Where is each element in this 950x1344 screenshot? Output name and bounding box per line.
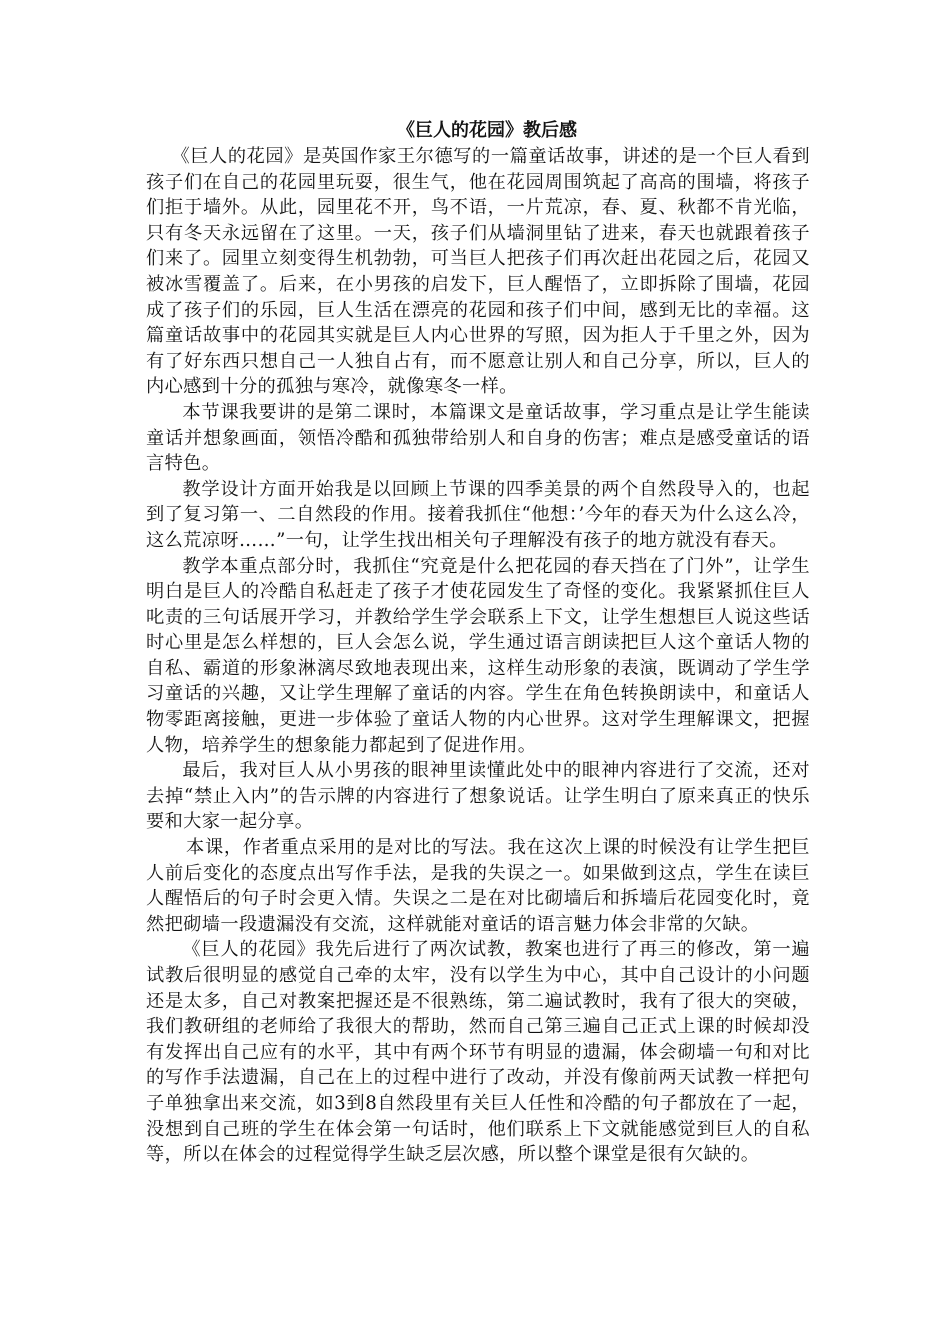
paragraph-lesson-goals: 本节课我要讲的是第二课时，本篇课文是童话故事，学习重点是让学生能读童话并想象画面，领悟冷酷和孤独带给别人和自身的伤害；难点是感受童话的语言特色。 — [146, 401, 810, 475]
document-page — [146, 118, 810, 1168]
paragraph-contrast-method: 本课，作者重点采用的是对比的写法。我在这次上课的时候没有让学生把巨人前后变化的态度点出写作手法，是我的失误之一。如果做到这点，学生在读巨人醒悟后的句子时会更入情。失误之二是在对比砌墙后和拆墙后花园变化时，竟然把砌墙一段遗漏没有交流，这样就能对童话的语言魅力体会非常的欠缺。 — [146, 837, 810, 935]
paragraph-summary: 《巨人的花园》是英国作家王尔德写的一篇童话故事，讲述的是一个巨人看到孩子们在自己的花园里玩耍，很生气，他在花园周围筑起了高高的围墙，将孩子们拒于墙外。从此，园里花不开，鸟不语，一片荒凉，春、夏、秋都不肯光临，只有冬天永远留在了这里。一天，孩子们从墙洞里钻了进来，春天也就跟着孩子们来了。园里立刻变得生机勃勃，可当巨人把孩子们再次赶出花园之后，花园又被冰雪覆盖了。后来，在小男孩的启发下，巨人醒悟了，立即拆除了围墙，花园成了孩子们的乐园，巨人生活在漂亮的花园和孩子们中间，感到无比的幸福。这篇童话故事中的花园其实就是巨人内心世界的写照，因为拒人于千里之外，因为有了好东西只想自己一人独自占有，而不愿意让别人和自己分享，所以，巨人的内心感到十分的孤独与寒冷，就像寒冬一样。 — [146, 146, 810, 398]
paragraph-key-section: 教学本重点部分时，我抓住“究竟是什么把花园的春天挡在了门外”，让学生明白是巨人的冷酷自私赶走了孩子才使花园发生了奇怪的变化。我紧紧抓住巨人叱责的三句话展开学习，并教给学生学会联系上下文，让学生想想巨人说这些话时心里是怎么样想的，巨人会怎么说，学生通过语言朗读把巨人这个童话人物的自私、霸道的形象淋漓尽致地表现出来，这样生动形象的表演，既调动了学生学习童话的兴趣，又让学生理解了童话的内容。学生在角色转换朗读中，和童话人物零距离接触，更进一步体验了童话人物的内心世界。这对学生理解课文，把握人物，培养学生的想象能力都起到了促进作用。 — [146, 555, 810, 756]
paragraph-conclusion: 最后，我对巨人从小男孩的眼神里读懂此处中的眼神内容进行了交流，还对去掉“禁止入内”的告示牌的内容进行了想象说话。让学生明白了原来真正的快乐要和大家一起分享。 — [146, 760, 810, 833]
document-title: 《巨人的花园》教后感 — [397, 120, 577, 141]
paragraph-teaching-design: 教学设计方面开始我是以回顾上节课的四季美景的两个自然段导入的，也起到了复习第一、二自然段的作用。接着我抓住“他想：’今年的春天为什么这么冷，这么荒凉呀……”一句，让学生找出相关句子理解没有孩子的地方就没有春天。 — [146, 478, 810, 551]
paragraph-trial-teaching: 《巨人的花园》我先后进行了两次试教，教案也进行了再三的修改，第一遍试教后很明显的感觉自己牵的太牢，没有以学生为中心，其中自己设计的小问题还是太多，自己对教案把握还是不很熟练，第二遍试教时，我有了很大的突破，我们教研组的老师给了我很大的帮助，然而自己第三遍自己正式上课的时候却没有发挥出自己应有的水平，其中有两个环节有明显的遗漏，体会砌墙一句和对比的写作手法遗漏，自己在上的过程中进行了改动，并没有像前两天试教一样把句子单独拿出来交流，如3到8自然段里有关巨人任性和冷酷的句子都放在了一起，没想到自己班的学生在体会第一句话时，他们联系上下文就能感觉到巨人的自私等，所以在体会的过程觉得学生缺乏层次感，所以整个课堂是很有欠缺的。 — [146, 939, 810, 1166]
